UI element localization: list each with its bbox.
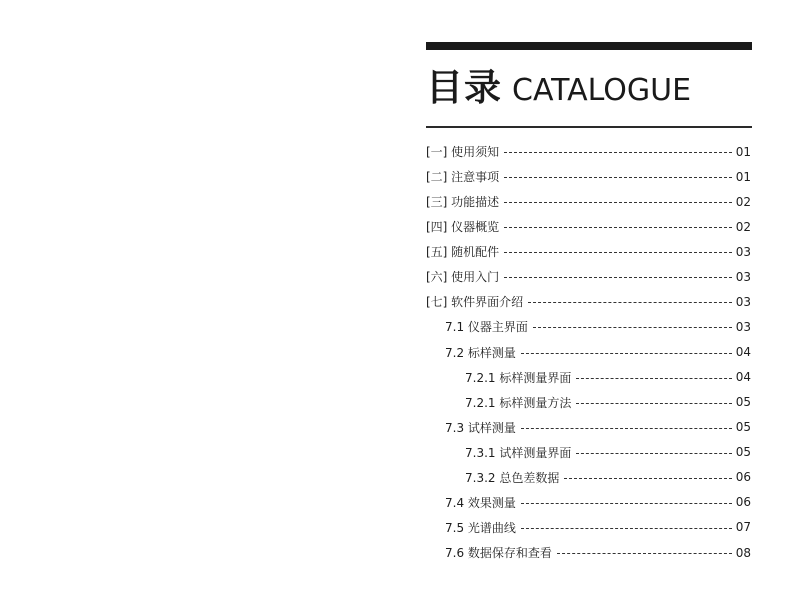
toc-entry[interactable] xyxy=(426,314,751,339)
toc-entry-label: 7.3 试样测量 xyxy=(445,420,516,435)
toc-entry-page: 03 xyxy=(735,244,751,259)
toc-entry[interactable] xyxy=(426,189,751,214)
toc-entry-label: [三] 功能描述 xyxy=(426,195,500,210)
dot-leader xyxy=(521,353,732,354)
toc-entry-page: 01 xyxy=(735,144,751,159)
dot-leader xyxy=(504,202,732,203)
toc-entry[interactable] xyxy=(426,390,751,415)
toc-entry-label: 7.3.1 试样测量界面 xyxy=(465,445,572,460)
toc-entry[interactable] xyxy=(426,515,751,540)
toc-entry[interactable] xyxy=(426,540,751,565)
toc-entry-page: 04 xyxy=(735,345,751,360)
page-title xyxy=(426,57,692,109)
dot-leader xyxy=(533,327,732,328)
toc-entry-page: 03 xyxy=(735,269,751,284)
toc-entry-label: 7.5 光谱曲线 xyxy=(445,520,516,535)
toc-entry-page: 03 xyxy=(735,319,751,334)
toc-entry[interactable] xyxy=(426,239,751,264)
dot-leader xyxy=(504,277,732,278)
dot-leader xyxy=(576,403,731,404)
toc-entry[interactable] xyxy=(426,465,751,490)
toc-entry[interactable] xyxy=(426,264,751,289)
toc-entry-page: 05 xyxy=(735,445,751,460)
toc-entry-label: 7.3.2 总色差数据 xyxy=(465,470,560,485)
toc-entry-label: [一] 使用须知 xyxy=(426,145,500,160)
toc-entry-label: 7.1 仪器主界面 xyxy=(445,320,528,335)
toc-entry[interactable] xyxy=(426,490,751,515)
toc-entry-label: 7.4 效果测量 xyxy=(445,495,516,510)
toc-entry[interactable] xyxy=(426,164,751,189)
toc-entry[interactable] xyxy=(426,415,751,440)
toc-entry-page: 04 xyxy=(735,370,751,385)
toc-entry[interactable] xyxy=(426,139,751,164)
title-chinese: 目录 xyxy=(426,66,502,109)
dot-leader xyxy=(521,428,732,429)
dot-leader xyxy=(504,152,732,153)
dot-leader xyxy=(576,453,731,454)
toc-entry-page: 05 xyxy=(735,420,751,435)
dot-leader xyxy=(504,227,732,228)
toc-entry-label: [四] 仪器概览 xyxy=(426,220,500,235)
dot-leader xyxy=(528,302,732,303)
toc-entry-label: [二] 注意事项 xyxy=(426,170,500,185)
dot-leader xyxy=(557,553,732,554)
dot-leader xyxy=(564,478,731,479)
toc-entry-page: 03 xyxy=(735,294,751,309)
title-divider xyxy=(426,126,752,128)
toc-entry-label: 7.2.1 标样测量方法 xyxy=(465,395,572,410)
toc-entry-page: 06 xyxy=(735,495,751,510)
dot-leader xyxy=(521,503,732,504)
toc-entry[interactable] xyxy=(426,340,751,365)
header-bar xyxy=(426,42,752,50)
toc-entry-label: 7.6 数据保存和查看 xyxy=(445,546,552,561)
toc-entry-page: 06 xyxy=(735,470,751,485)
toc-entry-page: 01 xyxy=(735,169,751,184)
toc-entry-page: 02 xyxy=(735,219,751,234)
toc-entry-label: [七] 软件界面介绍 xyxy=(426,295,524,310)
toc-entry-page: 08 xyxy=(735,545,751,560)
toc-entry-page: 02 xyxy=(735,194,751,209)
toc-entry-label: [五] 随机配件 xyxy=(426,245,500,260)
dot-leader xyxy=(576,378,731,379)
toc-entry[interactable] xyxy=(426,214,751,239)
toc-entry-label: 7.2 标样测量 xyxy=(445,345,516,360)
toc-entry[interactable] xyxy=(426,289,751,314)
dot-leader xyxy=(521,528,732,529)
toc-entry[interactable] xyxy=(426,440,751,465)
dot-leader xyxy=(504,252,732,253)
toc-entry-page: 05 xyxy=(735,395,751,410)
toc-entry-label: [六] 使用入门 xyxy=(426,270,500,285)
dot-leader xyxy=(504,177,732,178)
toc-entry-label: 7.2.1 标样测量界面 xyxy=(465,370,572,385)
table-of-contents xyxy=(426,139,751,565)
toc-entry[interactable] xyxy=(426,365,751,390)
toc-entry-page: 07 xyxy=(735,520,751,535)
title-english: CATALOGUE xyxy=(512,73,692,108)
